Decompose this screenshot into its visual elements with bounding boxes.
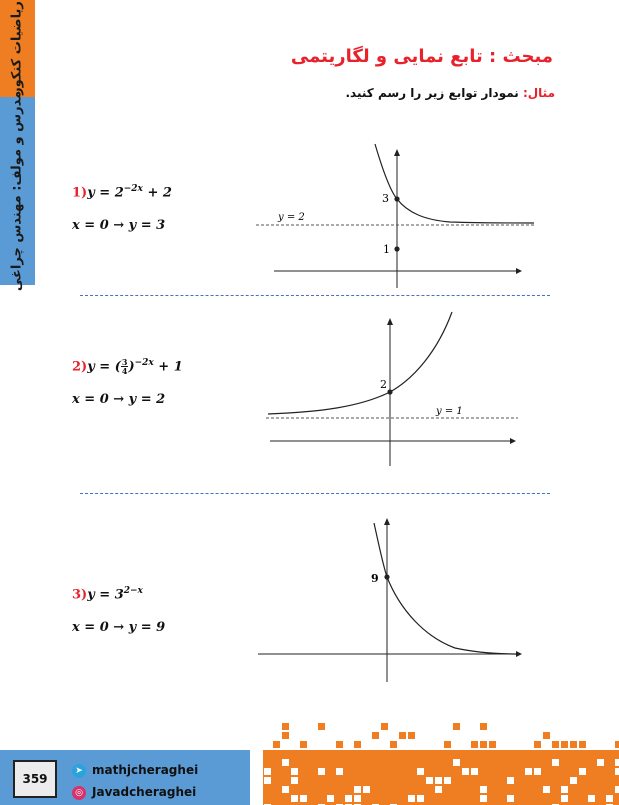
- equation-2-fraction-numerator: 3: [121, 357, 128, 368]
- decorative-block-pattern: [263, 722, 619, 805]
- evaluation-2: x = 0 → y = 2: [72, 392, 166, 407]
- equation-2-suffix: + 1: [153, 359, 183, 375]
- graph-3-curve: [374, 523, 518, 654]
- equation-2-exponent: −2x: [134, 358, 154, 368]
- telegram-contact[interactable]: [72, 763, 198, 778]
- sidebar-bottom-tab: [0, 90, 35, 292]
- graph-1-x-arrow: [516, 268, 522, 274]
- graph-2-curve: [268, 312, 452, 414]
- example-label: مثال:: [522, 86, 555, 100]
- graph-2-asymptote-label: y = 1: [436, 406, 463, 417]
- instagram-icon: ◎: [72, 786, 86, 800]
- equation-1-suffix: + 2: [142, 185, 172, 201]
- equation-2-open: y = (: [87, 359, 121, 375]
- graph-1-point-1: [394, 246, 399, 251]
- graph-2-intercept-label: 2: [380, 378, 387, 391]
- instagram-handle: Javadcheraghei: [92, 785, 197, 799]
- sidebar-top-label: ریاضیات کنکور: [9, 1, 25, 95]
- equation-2-close: ): [128, 359, 135, 375]
- sidebar-bottom-label: مدرس و مولف: مهندس چراغی: [9, 90, 25, 292]
- equation-2: [72, 358, 183, 375]
- topic-title: مبحث : تابع نمایی و لگاریتمی: [290, 46, 553, 67]
- equation-2-fraction-denominator: 4: [121, 366, 128, 377]
- sidebar-top-tab: [0, 0, 35, 97]
- equation-3: [72, 586, 143, 602]
- equation-1: [72, 184, 172, 200]
- equation-3-exponent: 2−x: [123, 586, 143, 596]
- graph-1-point-1-label: 1: [383, 243, 390, 256]
- example-text: نمودار توابع زیر را رسم کنید.: [345, 86, 523, 100]
- graph-2-intercept-point: [387, 389, 392, 394]
- graph-3-intercept-point: [384, 574, 389, 579]
- graph-1-y-arrow: [394, 149, 400, 156]
- graph-3-y-arrow: [384, 518, 390, 525]
- instagram-contact[interactable]: [72, 785, 196, 800]
- telegram-icon: ➤: [72, 764, 86, 778]
- graph-1: [250, 138, 540, 290]
- equation-1-base: y = 2: [87, 185, 124, 201]
- graph-2: [260, 310, 530, 470]
- section-divider-1: [80, 295, 550, 296]
- evaluation-1: x = 0 → y = 3: [72, 218, 166, 233]
- equation-1-exponent: −2x: [123, 184, 143, 194]
- example-number-1: 1): [72, 185, 88, 201]
- equation-3-base: y = 3: [87, 587, 124, 603]
- graph-1-intercept-point: [394, 196, 399, 201]
- graph-3: [250, 515, 530, 685]
- graph-2-x-arrow: [510, 438, 516, 444]
- example-number-3: 3): [72, 587, 88, 603]
- example-number-2: 2): [72, 359, 88, 375]
- page-number: 359: [13, 760, 57, 798]
- graph-1-intercept-label: 3: [382, 192, 389, 205]
- graph-1-asymptote-label: y = 2: [278, 212, 305, 223]
- graph-2-y-arrow: [387, 318, 393, 325]
- graph-3-intercept-label: 9: [371, 572, 379, 585]
- telegram-handle: mathjcheraghei: [92, 763, 199, 777]
- section-divider-2: [80, 493, 550, 494]
- example-instruction: [346, 86, 556, 100]
- evaluation-3: x = 0 → y = 9: [72, 620, 166, 635]
